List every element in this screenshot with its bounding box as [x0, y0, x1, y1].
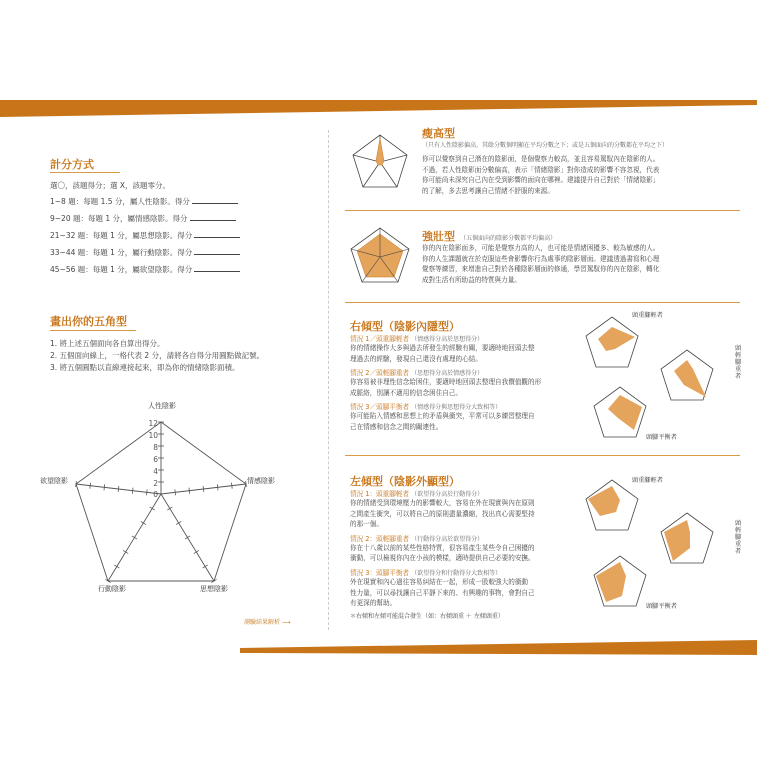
right-tilt-label-c: 頭腳平衡者: [646, 434, 677, 441]
tick-mark: [203, 486, 204, 492]
divider-1: [345, 210, 740, 211]
left-tilt-diagrams: [580, 468, 755, 618]
scoring-title-underline: [50, 172, 120, 173]
axis-label-right: 情感陰影: [247, 477, 275, 485]
axis-label-left: 欲望陰影: [40, 477, 68, 485]
tick-2: 2: [153, 479, 158, 488]
scoring-row-3: 21~32 題：每題 1 分，屬思想陰影。得分: [50, 230, 290, 242]
scoring-intro: 選〇，該題得分；選 X，該題零分。: [50, 181, 171, 190]
left-tilt-label-c: 頭腳平衡者: [646, 603, 677, 610]
thin-type-title: 瘦高型: [422, 127, 455, 140]
scoring-row-1: 1~8 題：每題 1.5 分，屬人性陰影。得分: [50, 196, 290, 208]
left-tilt-title: 左傾型（陰影外顯型）: [350, 475, 460, 488]
score-blank-3[interactable]: [194, 231, 240, 238]
right-tilt-cases: 情況 1／頭重腳輕者 （情感得分高於思想得分） 你的情緒操作大多與過去所發生的經驗有關，要適時地回頭去整 理過去的經驗，發現自己還沒有處理的心結。 情況 2／頭輕腳重者 （思想得分高於情感得分） 你容易被非理性信念給困住，要適時地回頭去整理自我價值觀的形 成脈絡，別讓不適用的信念困住自己。 情況 3／頭腳平衡者 （情感得分與思想得分大致相等） 你可能陷入情感和思想上的矛盾與衝突，平常可以多練習整理自 己在情感和信念之間的關連性。: [350, 333, 580, 433]
draw-title: 畫出你的五角型: [50, 315, 127, 328]
right-tilt-diagrams: [580, 305, 755, 445]
tick-4: 4: [153, 467, 158, 476]
scoring-list: [50, 196, 290, 281]
tick-0: 0: [153, 490, 158, 499]
tick-mark: [132, 536, 137, 539]
right-tilt-label-a: 頭重腳輕者: [632, 312, 663, 319]
scoring-row-2: 9~20 題：每題 1 分，屬情感陰影。得分: [50, 213, 290, 225]
axis-label-bottom-right: 思想陰影: [200, 585, 228, 593]
left-tilt-label-b: 頭輕腳重者: [735, 520, 742, 555]
tick-mark: [114, 565, 119, 568]
tick-mark: [217, 484, 218, 490]
left-tilt-case-2-label: 情況 2：頭輕腳重者 （行動得分高於欲望得分）: [350, 534, 484, 543]
tick-8: 8: [153, 443, 158, 452]
axis-label-bottom-left: 行動陰影: [98, 585, 126, 593]
thin-type-note: （只有人性陰影偏高，其餘分數個明顯在平均分數之下；或是五個面向的分數都在平均之下）: [422, 142, 669, 149]
tick-mark: [118, 486, 119, 492]
left-tilt-label-a: 頭重腳輕者: [632, 477, 663, 484]
scoring-row-4: 33~44 題：每題 1 分，屬行動陰影。得分: [50, 247, 290, 259]
divider-3: [345, 455, 740, 456]
left-tilt-case-1-label: 情況 1：頭重腳輕者 （欲望得分高於行動得分）: [350, 490, 484, 498]
tick-10: 10: [148, 431, 158, 440]
tick-mark: [104, 484, 105, 490]
thin-type-body: 你可以覺察到自己潛在的陰影面，是個覺察力較高，並且容易駕馭內在陰影的人。 不過，若人性陰影面分數偏高，表示「情緒陰影」對你造成的影響不容忽視，代表 你可能尚未深究自己內在受到影響的面向在哪裡。建議提升自己對於「情緒陰影」 的了解，多去思考讓自己情緒不舒服的來源。: [422, 155, 660, 195]
tick-12: 12: [148, 419, 158, 428]
strong-type-header: [422, 225, 556, 244]
tick-mark: [146, 489, 147, 495]
scoring-title: 計分方式: [50, 158, 94, 171]
left-tilt-cases: 情況 1：頭重腳輕者 （欲望得分高於行動得分） 你的情緒受到環境壓力的影響較大，容易在外在現實與內在原則 之間產生衝突，可以將自己的原則盡量濃縮，找出真心需要堅持 的那一個。 情況 2：頭輕腳重者 （行動得分高於欲望得分） 你在十八歲以前的某些性格特質，很容易產生某些令自己困擾的 衝動，可以檢視你內在小孩的模樣，適時提供自己必要的安撫。 情況 3：頭腳平衡者 （欲望得分和行動得分大致相等） 外在現實和內心過往容易糾結在一起，形成一股較強大的衝動 性力量，可以尋找讓自己平靜下來的、有興趣的事物，會對自己 有更深的幫助。 ＊右傾和左傾可能混合發生（如：右傾頭重 ＋ 左傾頭重）: [350, 488, 585, 620]
tick-mark: [203, 565, 208, 568]
strong-type-pentagon: [345, 220, 415, 290]
score-blank-4[interactable]: [194, 248, 240, 255]
thin-type-pentagon: [345, 125, 415, 195]
draw-title-underline: [50, 330, 136, 331]
page-gutter: [328, 130, 329, 630]
right-tilt-case-2-label: 情況 2／頭輕腳重者 （思想得分高於情感得分）: [350, 369, 484, 378]
right-tilt-case-3-label: 情況 3／頭腳平衡者 （情感得分與思想得分大致相等）: [350, 403, 502, 412]
draw-step-3: 3. 將五個圓點以直線連接起來，即為你的情緒陰影面積。: [50, 363, 240, 372]
right-tilt-title: 右傾型（陰影內隱型）: [350, 320, 460, 333]
pentagon-chart[interactable]: [40, 395, 300, 595]
draw-step-2: 2. 五個面向線上，一格代表 2 分，請將各自得分用圓點做記號。: [50, 351, 265, 360]
left-tilt-footnote: ＊右傾和左傾可能混合發生（如：右傾頭重 ＋ 左傾頭重）: [350, 612, 504, 620]
tick-mark: [141, 521, 146, 524]
tick-mark: [175, 489, 176, 495]
scoring-row-5: 45~56 題：每題 1 分，屬欲望陰影。得分: [50, 264, 290, 276]
strong-type-title: 強壯型: [422, 230, 455, 243]
strong-type-note: （五個面向的陰影分數都平均偏高）: [460, 235, 557, 242]
tick-6: 6: [153, 455, 158, 464]
tick-mark: [167, 507, 172, 510]
strong-type-body: 你的內在陰影面多，可能是覺察力高的人，也可能是情緒困擾多、較為敏感的人。 你的人生課題就在於克服這些會影響你行為處事的陰影層面。建議透過書寫和心理 覺察等練習，來增進自己對於各種陰影層面的修通，學習駕馭你的內在陰影，轉化 成對生活有所助益的特質與力量。: [422, 244, 660, 284]
tick-mark: [231, 483, 232, 489]
tick-mark: [185, 536, 190, 539]
tick-mark: [150, 507, 155, 510]
tick-mark: [123, 550, 128, 553]
right-tilt-case-1-label: 情況 1／頭重腳輕者 （情感得分高於思想得分）: [350, 335, 484, 343]
left-tilt-case-3-label: 情況 3：頭腳平衡者 （欲望得分和行動得分大致相等）: [350, 568, 502, 577]
tick-mark: [176, 521, 181, 524]
draw-step-1: 1. 將上述五個面向各自算出得分。: [50, 339, 165, 348]
axis-label-top: 人性陰影: [148, 402, 176, 410]
score-blank-2[interactable]: [190, 214, 236, 221]
score-blank-5[interactable]: [194, 265, 240, 272]
draw-steps: [50, 338, 320, 374]
tick-mark: [194, 550, 199, 553]
tick-mark: [189, 488, 190, 494]
right-tilt-label-b: 頭輕腳重者: [735, 345, 742, 380]
footer-link[interactable]: 測驗結果解析 ⟶: [244, 619, 291, 626]
divider-2: [345, 302, 740, 303]
tick-mark: [90, 483, 91, 489]
score-blank-1[interactable]: [192, 197, 238, 204]
tick-mark: [132, 488, 133, 494]
